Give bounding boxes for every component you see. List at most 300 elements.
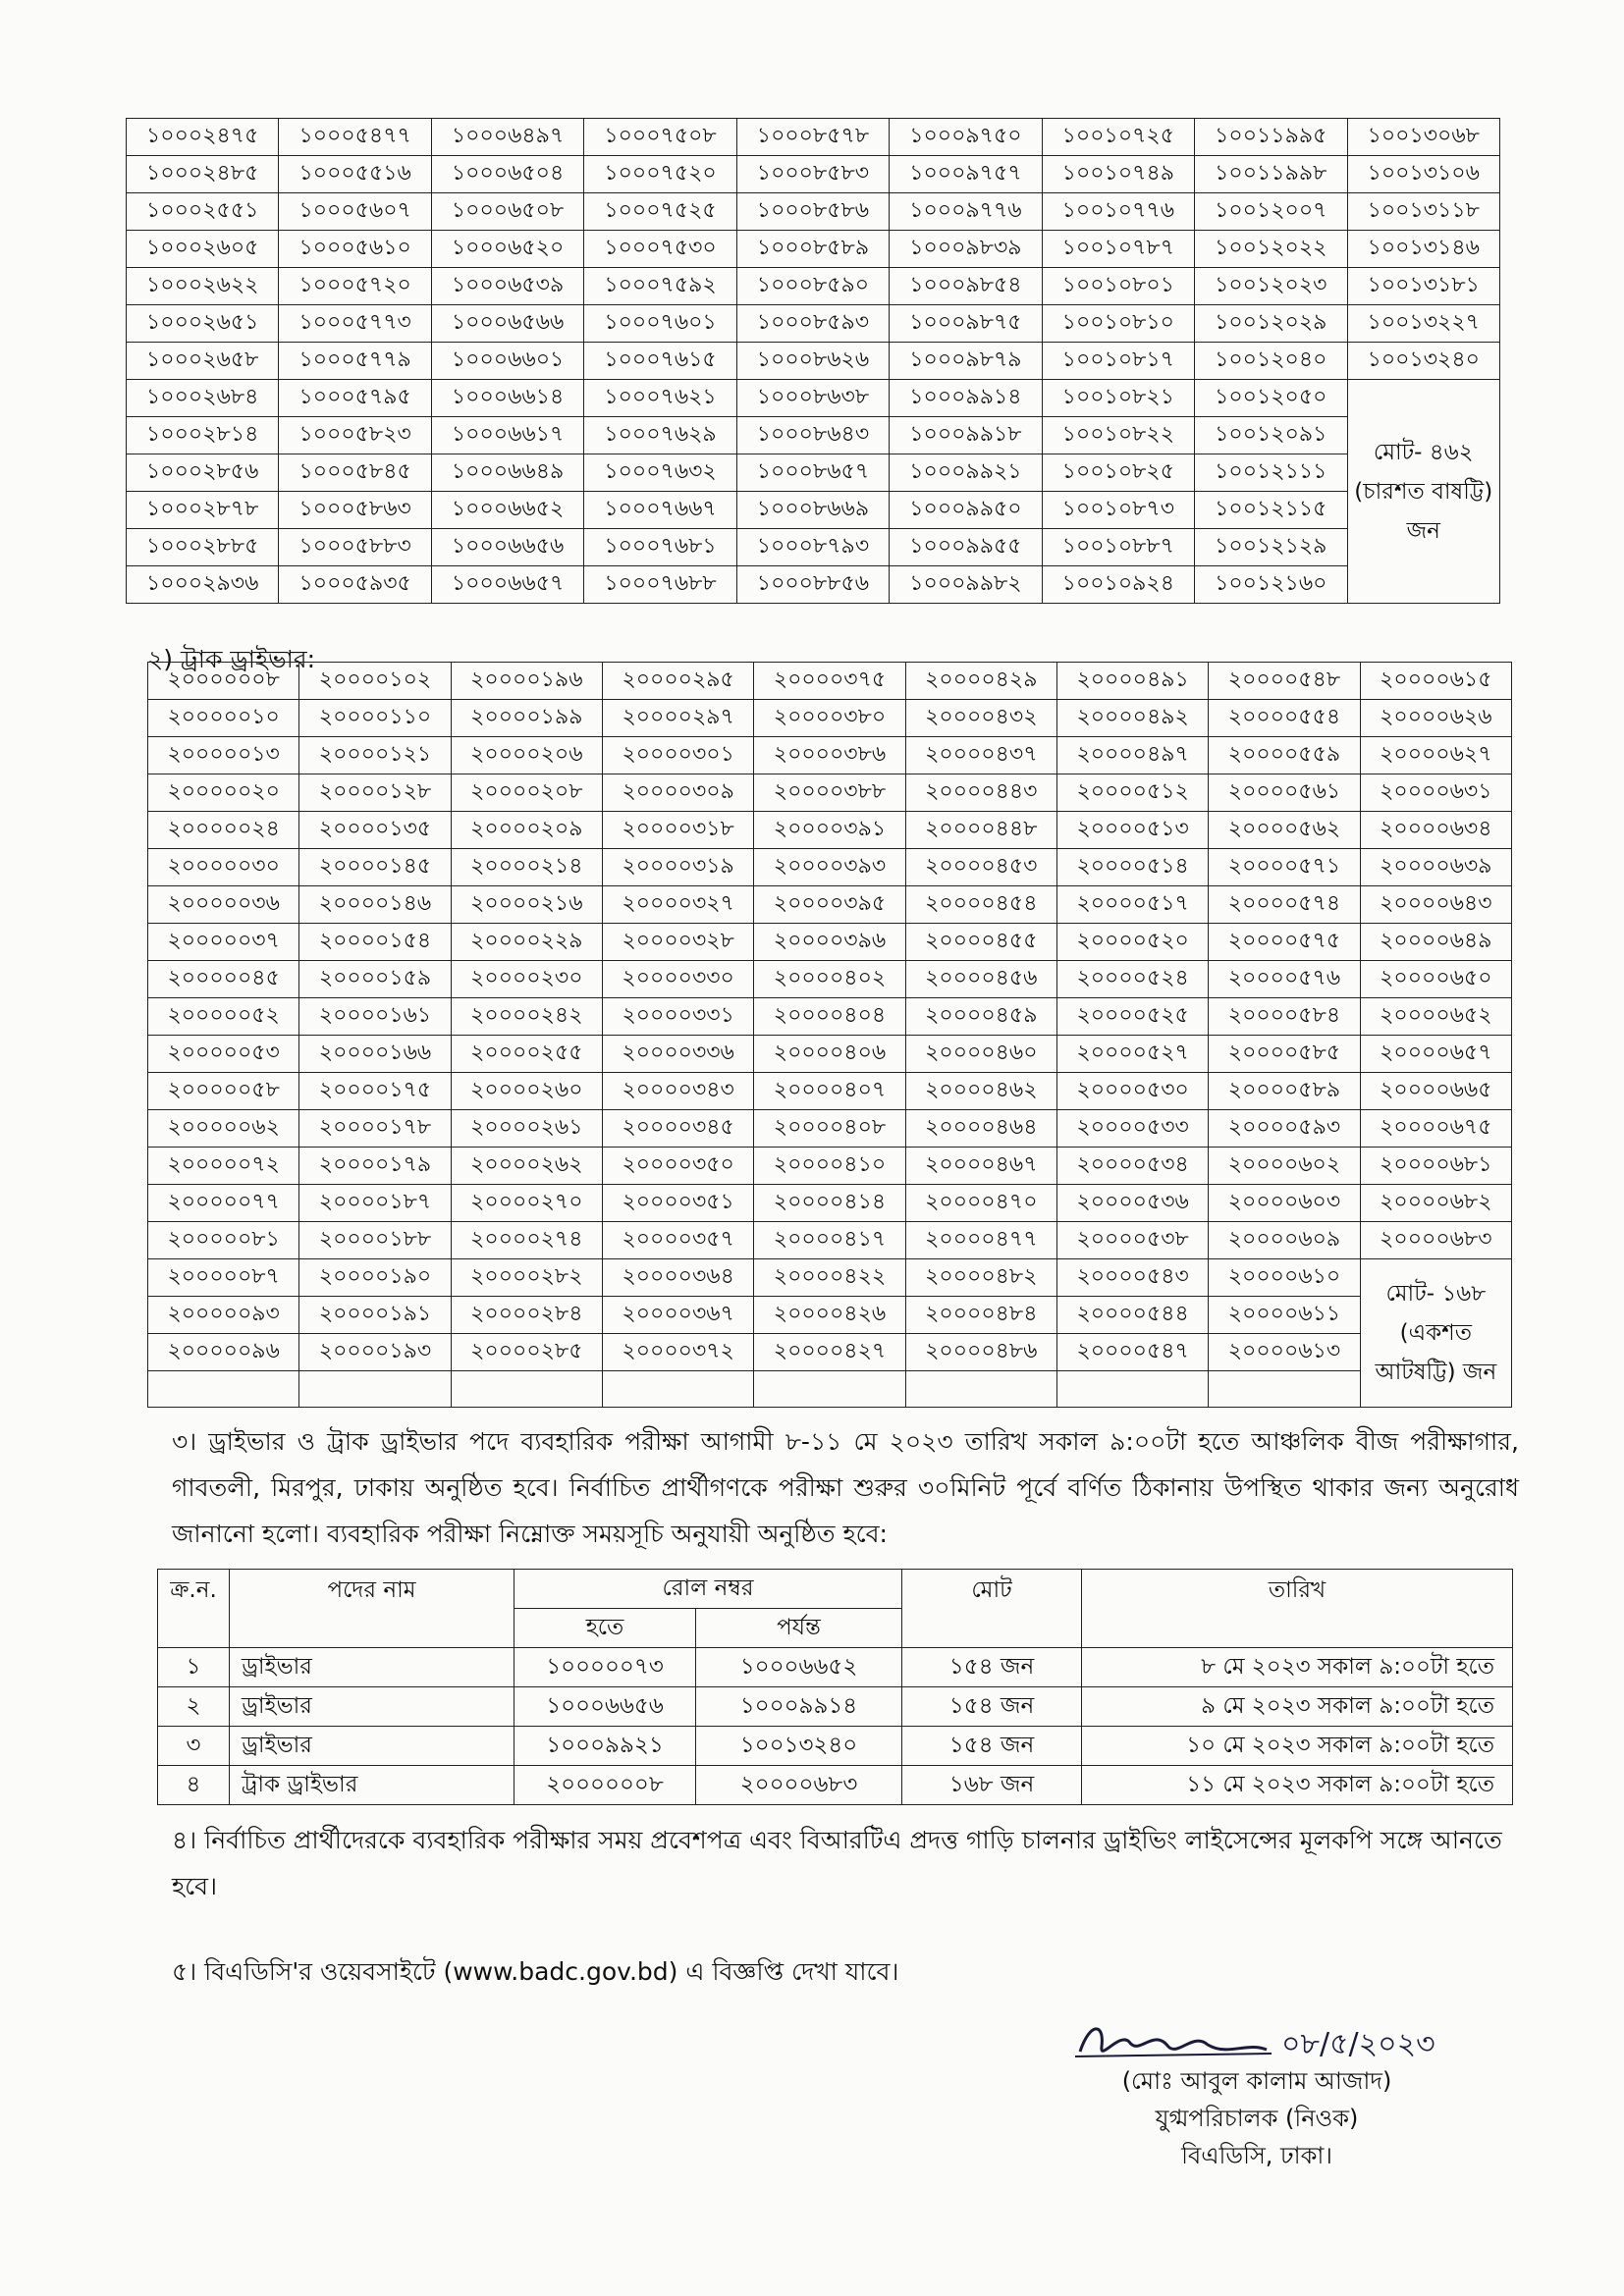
- schedule-total: ১৫৪ জন: [902, 1727, 1082, 1766]
- driver-roll-cell: ১০০০৭৬৩২: [584, 454, 736, 492]
- website-paragraph: ৫। বিএডিসি'র ওয়েবসাইটে (www.badc.gov.bd) এ বিজ্ঞপ্তি দেখা যাবে।: [172, 1957, 899, 1986]
- driver-roll-cell: ১০০০৬৬৫২: [431, 492, 583, 529]
- truck-roll-cell: ২০০০০১০২: [299, 663, 451, 700]
- driver-roll-cell: ১০০০৭৬৮১: [584, 529, 736, 566]
- driver-roll-cell: ১০০০৬৬১৭: [431, 417, 583, 454]
- schedule-header-row: [158, 1570, 1513, 1609]
- truck-roll-cell: [754, 1371, 905, 1408]
- truck-roll-cell: ২০০০০৩৩৬: [602, 1036, 753, 1073]
- driver-roll-cell: ১০০০৯৮৫৪: [890, 268, 1042, 305]
- driver-roll-cell: ১০০০২৮৮৫: [127, 529, 279, 566]
- truck-roll-cell: ২০০০০৬৮১: [1360, 1148, 1511, 1185]
- truck-roll-cell: ২০০০০১৯১: [299, 1297, 451, 1334]
- truck-roll-cell: ২০০০০০৫৩: [148, 1036, 299, 1073]
- truck-roll-cell: ২০০০০৬৩৪: [1360, 812, 1511, 849]
- truck-roll-cell: ২০০০০৪৮২: [905, 1259, 1056, 1297]
- driver-roll-cell: ১০০০৭৫৩০: [584, 231, 736, 268]
- truck-roll-cell: ২০০০০৫৭৬: [1209, 961, 1360, 998]
- truck-roll-cell: ২০০০০৫৮৯: [1209, 1073, 1360, 1110]
- truck-roll-cell: ২০০০০৪৭৭: [905, 1222, 1056, 1259]
- truck-roll-cell: ২০০০০০২৪: [148, 812, 299, 849]
- driver-roll-cell: ১০০১০৮১০: [1042, 305, 1194, 343]
- schedule-to: ২০০০০৬৮৩: [696, 1766, 902, 1805]
- truck-roll-cell: ২০০০০০৩৭: [148, 924, 299, 961]
- truck-roll-cell: ২০০০০৩৮৬: [754, 737, 905, 774]
- truck-roll-cell: ২০০০০৫৩৬: [1056, 1185, 1208, 1222]
- truck-roll-cell: ২০০০০৫১৪: [1056, 849, 1208, 886]
- driver-roll-cell: ১০০১৩১১৮: [1347, 193, 1500, 231]
- truck-roll-cell: ২০০০০১৭৫: [299, 1073, 451, 1110]
- truck-roll-cell: ২০০০০১৯৯: [451, 700, 602, 737]
- driver-roll-cell: ১০০১২০২৯: [1195, 305, 1347, 343]
- truck-roll-cell: ২০০০০৬৬৫: [1360, 1073, 1511, 1110]
- driver-roll-cell: ১০০০৫৮৮৩: [279, 529, 431, 566]
- truck-roll-cell: ২০০০০০৭৭: [148, 1185, 299, 1222]
- driver-roll-row: [127, 492, 1500, 529]
- schedule-total: ১৫৪ জন: [902, 1648, 1082, 1687]
- truck-roll-cell: ২০০০০৫৫৪: [1209, 700, 1360, 737]
- signatory-office: বিএডিসি, ঢাকা।: [1181, 2142, 1332, 2169]
- truck-roll-cell: ২০০০০৬৪৩: [1360, 886, 1511, 924]
- truck-roll-cell: ২০০০০৩৪৫: [602, 1110, 753, 1148]
- driver-roll-cell: ১০০১০৮২২: [1042, 417, 1194, 454]
- driver-roll-cell: ১০০০৬৬৪৯: [431, 454, 583, 492]
- driver-roll-cell: ১০০১২০৪০: [1195, 343, 1347, 380]
- truck-roll-row: [148, 663, 1512, 700]
- schedule-to: ১০০০৯৯১৪: [696, 1687, 902, 1727]
- truck-roll-cell: ২০০০০৬১৩: [1209, 1334, 1360, 1371]
- truck-roll-cell: ২০০০০৫৬১: [1209, 774, 1360, 812]
- driver-roll-cell: ১০০০৯৮৭৫: [890, 305, 1042, 343]
- truck-roll-cell: ২০০০০৫৪৭: [1056, 1334, 1208, 1371]
- driver-roll-cell: ১০০০৫৮৬৩: [279, 492, 431, 529]
- truck-roll-cell: ২০০০০৩৯৩: [754, 849, 905, 886]
- truck-roll-cell: ২০০০০৫২০: [1056, 924, 1208, 961]
- driver-roll-cell: ১০০০৬৫২০: [431, 231, 583, 268]
- driver-roll-cell: ১০০১২০৫০: [1195, 380, 1347, 417]
- driver-roll-cell: ১০০০৭৬২৯: [584, 417, 736, 454]
- truck-roll-cell: ২০০০০৪৯১: [1056, 663, 1208, 700]
- truck-roll-cell: ২০০০০৫৭১: [1209, 849, 1360, 886]
- truck-driver-roll-table: [147, 662, 1512, 1408]
- truck-roll-cell: ২০০০০২৭৪: [451, 1222, 602, 1259]
- driver-roll-cell: ১০০০৭৫২৫: [584, 193, 736, 231]
- driver-roll-cell: ১০০০৮৫৮৬: [736, 193, 889, 231]
- truck-roll-row: [148, 1259, 1512, 1297]
- driver-roll-cell: ১০০০২৪৭৫: [127, 119, 279, 156]
- truck-roll-cell: ২০০০০৩৫০: [602, 1148, 753, 1185]
- truck-roll-cell: ২০০০০১৬১: [299, 998, 451, 1036]
- truck-roll-cell: ২০০০০৩৭৫: [754, 663, 905, 700]
- driver-roll-cell: ১০০১০৭৪৯: [1042, 156, 1194, 193]
- truck-roll-cell: ২০০০০৩৯১: [754, 812, 905, 849]
- driver-roll-cell: ১০০০৯৯৫৫: [890, 529, 1042, 566]
- truck-roll-cell: ২০০০০২৯৭: [602, 700, 753, 737]
- driver-roll-cell: ১০০১৩১০৬: [1347, 156, 1500, 193]
- driver-roll-cell: ১০০০৮৬৩৮: [736, 380, 889, 417]
- driver-roll-cell: ১০০০৫৪৭৭: [279, 119, 431, 156]
- truck-roll-cell: ২০০০০৬২৬: [1360, 700, 1511, 737]
- truck-roll-cell: ২০০০০৫৪৩: [1056, 1259, 1208, 1297]
- truck-roll-cell: ২০০০০৪৫৫: [905, 924, 1056, 961]
- truck-roll-cell: ২০০০০৫৩৪: [1056, 1148, 1208, 1185]
- truck-roll-cell: ২০০০০১৬৬: [299, 1036, 451, 1073]
- truck-roll-cell: ২০০০০৬০৩: [1209, 1185, 1360, 1222]
- driver-roll-cell: ১০০১২১৬০: [1195, 566, 1347, 604]
- truck-roll-cell: ২০০০০২৮৪: [451, 1297, 602, 1334]
- truck-roll-cell: ২০০০০০৩৬: [148, 886, 299, 924]
- truck-roll-cell: ২০০০০৫৮৫: [1209, 1036, 1360, 1073]
- schedule-from: ১০০০০০৭৩: [514, 1648, 696, 1687]
- truck-roll-cell: ২০০০০১৮৭: [299, 1185, 451, 1222]
- truck-roll-cell: ২০০০০৬৮২: [1360, 1185, 1511, 1222]
- truck-roll-cell: ২০০০০৩৪৩: [602, 1073, 753, 1110]
- schedule-serial: ১: [158, 1648, 230, 1687]
- truck-roll-cell: ২০০০০১৭৮: [299, 1110, 451, 1148]
- schedule-to: ১০০১৩২৪০: [696, 1727, 902, 1766]
- driver-roll-cell: ১০০০২৬৮৪: [127, 380, 279, 417]
- truck-roll-cell: ২০০০০০৫২: [148, 998, 299, 1036]
- driver-roll-cell: ১০০১০৭৮৭: [1042, 231, 1194, 268]
- driver-roll-cell: ১০০০৭৬২১: [584, 380, 736, 417]
- driver-roll-cell: ১০০০৫৯৩৫: [279, 566, 431, 604]
- driver-roll-cell: ১০০০৯৯১৮: [890, 417, 1042, 454]
- truck-roll-cell: [451, 1371, 602, 1408]
- documents-paragraph: ৪। নির্বাচিত প্রার্থীদেরকে ব্যবহারিক পরীক্ষার সময় প্রবেশপত্র এবং বিআরটিএ প্রদত্ত গাড়ি চালনার ড্রাইভিং লাইসেন্সের মূলকপি সঙ্গে আনতে হবে।: [172, 1826, 1502, 1900]
- truck-roll-row: [148, 886, 1512, 924]
- truck-roll-row: [148, 737, 1512, 774]
- driver-roll-cell: ১০০০৮৫৯৩: [736, 305, 889, 343]
- driver-roll-row: [127, 566, 1500, 604]
- driver-roll-cell: ১০০০৫৭৭৯: [279, 343, 431, 380]
- driver-roll-cell: ১০০১০৮২৫: [1042, 454, 1194, 492]
- truck-roll-row: [148, 700, 1512, 737]
- truck-roll-cell: ২০০০০৩৭২: [602, 1334, 753, 1371]
- signature-date: ০৮/৫/২০২৩: [1281, 2027, 1435, 2061]
- driver-roll-cell: ১০০০৭৬০১: [584, 305, 736, 343]
- truck-roll-cell: ২০০০০১৫৪: [299, 924, 451, 961]
- driver-roll-row: [127, 231, 1500, 268]
- driver-roll-cell: ১০০০৫৭৭৩: [279, 305, 431, 343]
- truck-roll-cell: ২০০০০২৩০: [451, 961, 602, 998]
- truck-roll-cell: ২০০০০১১০: [299, 700, 451, 737]
- schedule-post: ড্রাইভার: [230, 1687, 514, 1727]
- truck-roll-cell: ২০০০০৬১১: [1209, 1297, 1360, 1334]
- header-date: তারিখ: [1082, 1570, 1513, 1648]
- driver-roll-cell: ১০০১২০২২: [1195, 231, 1347, 268]
- schedule-from: ১০০০৯৯২১: [514, 1727, 696, 1766]
- driver-roll-cell: ১০০১২১১৫: [1195, 492, 1347, 529]
- driver-roll-cell: ১০০০৬৬৫৬: [431, 529, 583, 566]
- header-to: পর্যন্ত: [696, 1609, 902, 1648]
- driver-roll-cell: ১০০০৬৬৫৭: [431, 566, 583, 604]
- driver-roll-row: [127, 305, 1500, 343]
- signatory-designation: যুগ্মপরিচালক (নিওক): [1155, 2105, 1359, 2132]
- schedule-from: ১০০০৬৬৫৬: [514, 1687, 696, 1727]
- driver-roll-cell: ১০০০৮৫৮৩: [736, 156, 889, 193]
- driver-roll-cell: ১০০০৬৫০৪: [431, 156, 583, 193]
- driver-roll-cell: ১০০০৮৫৮৯: [736, 231, 889, 268]
- truck-roll-cell: ২০০০০৫২৭: [1056, 1036, 1208, 1073]
- truck-roll-cell: ২০০০০০৬২: [148, 1110, 299, 1148]
- driver-roll-cell: ১০০১৩১৪৬: [1347, 231, 1500, 268]
- driver-roll-cell: ১০০০২৮৭৮: [127, 492, 279, 529]
- driver-roll-cell: ১০০০২৪৮৫: [127, 156, 279, 193]
- driver-roll-cell: ১০০০৫৬১০: [279, 231, 431, 268]
- truck-roll-cell: ২০০০০৪৯৭: [1056, 737, 1208, 774]
- schedule-row: [158, 1727, 1513, 1766]
- driver-roll-cell: ১০০০৫৫১৬: [279, 156, 431, 193]
- truck-roll-cell: [1056, 1371, 1208, 1408]
- driver-roll-cell: ১০০০৮৭৯৩: [736, 529, 889, 566]
- truck-roll-cell: ২০০০০১৯০: [299, 1259, 451, 1297]
- schedule-row: [158, 1766, 1513, 1805]
- schedule-total: ১৫৪ জন: [902, 1687, 1082, 1727]
- header-serial: ক্র.ন.: [158, 1570, 230, 1648]
- schedule-post: ড্রাইভার: [230, 1727, 514, 1766]
- driver-roll-row: [127, 193, 1500, 231]
- driver-roll-cell: ১০০০৭৫০৮: [584, 119, 736, 156]
- truck-roll-cell: ২০০০০২১৬: [451, 886, 602, 924]
- truck-roll-cell: ২০০০০০৫৮: [148, 1073, 299, 1110]
- truck-roll-cell: ২০০০০৪২৯: [905, 663, 1056, 700]
- driver-roll-cell: ১০০০৭৫৯২: [584, 268, 736, 305]
- truck-roll-cell: ২০০০০৫২৫: [1056, 998, 1208, 1036]
- driver-roll-cell: ১০০০৬৫০৮: [431, 193, 583, 231]
- truck-roll-cell: [905, 1371, 1056, 1408]
- truck-roll-cell: ২০০০০১৯৩: [299, 1334, 451, 1371]
- truck-roll-cell: ২০০০০৬৫৭: [1360, 1036, 1511, 1073]
- driver-roll-cell: ১০০১০৮০১: [1042, 268, 1194, 305]
- truck-roll-cell: ২০০০০৪৫৪: [905, 886, 1056, 924]
- driver-roll-cell: ১০০০৫৭৯৫: [279, 380, 431, 417]
- truck-roll-row: [148, 1073, 1512, 1110]
- truck-roll-cell: ২০০০০৫১৩: [1056, 812, 1208, 849]
- truck-roll-cell: ২০০০০৪২২: [754, 1259, 905, 1297]
- truck-roll-cell: ২০০০০২৫৫: [451, 1036, 602, 1073]
- truck-roll-cell: ২০০০০৩৮৮: [754, 774, 905, 812]
- driver-roll-row: [127, 119, 1500, 156]
- driver-roll-cell: ১০০১১৯৯৮: [1195, 156, 1347, 193]
- driver-roll-cell: ১০০১০৭৭৬: [1042, 193, 1194, 231]
- truck-roll-row: [148, 1110, 1512, 1148]
- truck-roll-cell: ২০০০০৩৮০: [754, 700, 905, 737]
- truck-roll-cell: ২০০০০৪৩২: [905, 700, 1056, 737]
- truck-roll-cell: ২০০০০১২৮: [299, 774, 451, 812]
- truck-roll-cell: ২০০০০৩১৯: [602, 849, 753, 886]
- driver-roll-cell: ১০০০৯৭৫০: [890, 119, 1042, 156]
- driver-roll-cell: ১০০০৬৪৯৭: [431, 119, 583, 156]
- truck-roll-cell: ২০০০০২৯৫: [602, 663, 753, 700]
- driver-roll-row: [127, 417, 1500, 454]
- truck-roll-row: [148, 961, 1512, 998]
- driver-roll-cell: ১০০০৮৬২৬: [736, 343, 889, 380]
- exam-schedule-paragraph: ৩। ড্রাইভার ও ট্রাক ড্রাইভার পদে ব্যবহারিক পরীক্ষা আগামী ৮-১১ মে ২০২৩ তারিখ সকাল ৯:০০টা হতে আঞ্চলিক বীজ পরীক্ষাগার, গাবতলী, মিরপুর, ঢাকায় অনুষ্ঠিত হবে। নির্বাচিত প্রার্থীগণকে পরীক্ষা শুরুর ৩০মিনিট পূর্বে বর্ণিত ঠিকানায় উপস্থিত থাকার জন্য অনুরোধ জানানো হলো। ব্যবহারিক পরীক্ষা নিম্নোক্ত সময়সূচি অনুযায়ী অনুষ্ঠিত হবে:: [172, 1427, 1519, 1548]
- truck-roll-cell: ২০০০০৬৩৯: [1360, 849, 1511, 886]
- truck-roll-cell: ২০০০০২১৪: [451, 849, 602, 886]
- truck-roll-cell: ২০০০০৪১০: [754, 1148, 905, 1185]
- schedule-date: ১১ মে ২০২৩ সকাল ৯:০০টা হতে: [1082, 1766, 1513, 1805]
- truck-roll-row: [148, 1036, 1512, 1073]
- driver-roll-cell: ১০০০৮৬৬৯: [736, 492, 889, 529]
- truck-roll-cell: ২০০০০৬৩১: [1360, 774, 1511, 812]
- truck-roll-cell: ২০০০০২৪২: [451, 998, 602, 1036]
- truck-roll-cell: ২০০০০৪০৬: [754, 1036, 905, 1073]
- truck-roll-cell: ২০০০০০৪৫: [148, 961, 299, 998]
- truck-roll-row: [148, 1334, 1512, 1371]
- truck-roll-cell: ২০০০০৪৬৭: [905, 1148, 1056, 1185]
- truck-roll-cell: ২০০০০২৬২: [451, 1148, 602, 1185]
- header-from: হতে: [514, 1609, 696, 1648]
- driver-roll-row: [127, 380, 1500, 417]
- driver-roll-cell: ১০০১২০৯১: [1195, 417, 1347, 454]
- truck-roll-cell: ২০০০০৪০২: [754, 961, 905, 998]
- driver-roll-cell: ১০০০৫৭২০: [279, 268, 431, 305]
- truck-roll-cell: ২০০০০২০৯: [451, 812, 602, 849]
- truck-roll-cell: ২০০০০১৪৬: [299, 886, 451, 924]
- truck-roll-cell: ২০০০০৫৯৩: [1209, 1110, 1360, 1148]
- schedule-date: ৮ মে ২০২৩ সকাল ৯:০০টা হতে: [1082, 1648, 1513, 1687]
- truck-roll-row: [148, 849, 1512, 886]
- truck-roll-cell: ২০০০০৫৬২: [1209, 812, 1360, 849]
- truck-roll-cell: ২০০০০৬৭৫: [1360, 1110, 1511, 1148]
- truck-roll-cell: ২০০০০১৭৯: [299, 1148, 451, 1185]
- schedule-table: [157, 1569, 1513, 1805]
- truck-roll-cell: ২০০০০৪৮৪: [905, 1297, 1056, 1334]
- truck-roll-cell: ২০০০০৫১২: [1056, 774, 1208, 812]
- driver-roll-cell: ১০০০২৬৫১: [127, 305, 279, 343]
- truck-roll-cell: ২০০০০০১৩: [148, 737, 299, 774]
- driver-roll-table: [126, 118, 1500, 604]
- driver-roll-cell: ১০০১৩১৮১: [1347, 268, 1500, 305]
- truck-roll-cell: ২০০০০১২১: [299, 737, 451, 774]
- truck-roll-cell: ২০০০০৬০২: [1209, 1148, 1360, 1185]
- driver-roll-cell: ১০০০৯৯৫০: [890, 492, 1042, 529]
- truck-roll-cell: ২০০০০৪০৪: [754, 998, 905, 1036]
- truck-roll-cell: ২০০০০২৬১: [451, 1110, 602, 1148]
- driver-roll-cell: ১০০১২১২৯: [1195, 529, 1347, 566]
- header-post: পদের নাম: [230, 1570, 514, 1648]
- truck-roll-cell: ২০০০০৫৫৯: [1209, 737, 1360, 774]
- driver-roll-cell: ১০০০২৫৫১: [127, 193, 279, 231]
- driver-roll-cell: ১০০১৩২২৭: [1347, 305, 1500, 343]
- driver-roll-cell: ১০০০৯৭৫৭: [890, 156, 1042, 193]
- driver-roll-cell: ১০০০৫৮৪৫: [279, 454, 431, 492]
- truck-roll-cell: ২০০০০২০৬: [451, 737, 602, 774]
- truck-roll-cell: ২০০০০৫৩৩: [1056, 1110, 1208, 1148]
- schedule-post: ড্রাইভার: [230, 1648, 514, 1687]
- truck-roll-row: [148, 774, 1512, 812]
- truck-roll-cell: ২০০০০০৩০: [148, 849, 299, 886]
- driver-roll-cell: ১০০০৬৫৬৬: [431, 305, 583, 343]
- driver-roll-row: [127, 156, 1500, 193]
- truck-roll-cell: ২০০০০৩২৮: [602, 924, 753, 961]
- truck-roll-cell: ২০০০০৩০১: [602, 737, 753, 774]
- truck-roll-cell: ২০০০০৪৫৯: [905, 998, 1056, 1036]
- truck-roll-cell: ২০০০০১৯৬: [451, 663, 602, 700]
- truck-roll-cell: ২০০০০৪০৮: [754, 1110, 905, 1148]
- truck-roll-cell: ২০০০০৬৪৯: [1360, 924, 1511, 961]
- driver-roll-cell: ১০০০৯৮৭৯: [890, 343, 1042, 380]
- truck-roll-cell: ২০০০০২৮৫: [451, 1334, 602, 1371]
- driver-roll-cell: ১০০০৬৫৩৯: [431, 268, 583, 305]
- driver-roll-cell: ১০০০৮৫৭৮: [736, 119, 889, 156]
- driver-roll-cell: ১০০১৩০৬৮: [1347, 119, 1500, 156]
- truck-roll-cell: ২০০০০৫৪৪: [1056, 1297, 1208, 1334]
- truck-roll-cell: ২০০০০৪৯২: [1056, 700, 1208, 737]
- driver-roll-cell: ১০০০৫৮২৩: [279, 417, 431, 454]
- truck-roll-cell: ২০০০০৬১৫: [1360, 663, 1511, 700]
- truck-roll-cell: ২০০০০৩৯৬: [754, 924, 905, 961]
- truck-roll-cell: ২০০০০০২০: [148, 774, 299, 812]
- truck-roll-cell: ২০০০০৫৮৪: [1209, 998, 1360, 1036]
- truck-roll-cell: ২০০০০২৭০: [451, 1185, 602, 1222]
- truck-roll-cell: ২০০০০৪৪৩: [905, 774, 1056, 812]
- schedule-row: [158, 1648, 1513, 1687]
- driver-roll-cell: ১০০০৮৬৪৩: [736, 417, 889, 454]
- truck-roll-cell: ২০০০০৬২৭: [1360, 737, 1511, 774]
- truck-roll-cell: ২০০০০০৭২: [148, 1148, 299, 1185]
- truck-roll-cell: ২০০০০২৬০: [451, 1073, 602, 1110]
- driver-roll-cell: ১০০১০৮৭৩: [1042, 492, 1194, 529]
- truck-roll-cell: ২০০০০৬০৯: [1209, 1222, 1360, 1259]
- truck-roll-cell: ২০০০০৫৩৮: [1056, 1222, 1208, 1259]
- truck-roll-row: [148, 1185, 1512, 1222]
- truck-roll-cell: ২০০০০১৪৫: [299, 849, 451, 886]
- truck-roll-cell: ২০০০০৪২৭: [754, 1334, 905, 1371]
- truck-roll-cell: ২০০০০৩৫১: [602, 1185, 753, 1222]
- truck-roll-cell: ২০০০০৫১৭: [1056, 886, 1208, 924]
- truck-roll-cell: ২০০০০৪৬০: [905, 1036, 1056, 1073]
- driver-roll-cell: ১০০১২০২৩: [1195, 268, 1347, 305]
- truck-roll-cell: ২০০০০৪৩৭: [905, 737, 1056, 774]
- truck-roll-cell: ২০০০০৩৬৭: [602, 1297, 753, 1334]
- driver-roll-row: [127, 454, 1500, 492]
- truck-roll-cell: ২০০০০২৮২: [451, 1259, 602, 1297]
- driver-roll-cell: ১০০০৭৬৬৭: [584, 492, 736, 529]
- driver-roll-cell: ১০০০২৮১৪: [127, 417, 279, 454]
- driver-roll-cell: ১০০১১৯৯৫: [1195, 119, 1347, 156]
- truck-roll-cell: ২০০০০৪৭০: [905, 1185, 1056, 1222]
- truck-roll-cell: [299, 1371, 451, 1408]
- driver-roll-cell: ১০০০৯৮৩৯: [890, 231, 1042, 268]
- truck-roll-cell: ২০০০০৫৭৫: [1209, 924, 1360, 961]
- driver-roll-cell: ১০০১০৯২৪: [1042, 566, 1194, 604]
- driver-roll-cell: ১০০০৬৬১৪: [431, 380, 583, 417]
- truck-roll-cell: ২০০০০৬৫০: [1360, 961, 1511, 998]
- truck-roll-row: [148, 998, 1512, 1036]
- truck-roll-cell: ২০০০০৩১৮: [602, 812, 753, 849]
- driver-roll-cell: ১০০০৮৫৯০: [736, 268, 889, 305]
- truck-roll-cell: ২০০০০৬৫২: [1360, 998, 1511, 1036]
- driver-roll-cell: ১০০০৭৬১৫: [584, 343, 736, 380]
- truck-roll-cell: ২০০০০৪৬২: [905, 1073, 1056, 1110]
- driver-roll-cell: ১০০০২৬৫৮: [127, 343, 279, 380]
- driver-roll-cell: ১০০০৭৫২০: [584, 156, 736, 193]
- driver-roll-cell: ১০০১০৮৮৭: [1042, 529, 1194, 566]
- truck-roll-cell: ২০০০০২০৮: [451, 774, 602, 812]
- truck-roll-cell: ২০০০০৩২৭: [602, 886, 753, 924]
- truck-roll-cell: ২০০০০৫৭৪: [1209, 886, 1360, 924]
- driver-roll-cell: ১০০১০৭২৫: [1042, 119, 1194, 156]
- truck-roll-row: [148, 812, 1512, 849]
- driver-roll-row: [127, 529, 1500, 566]
- truck-roll-cell: ২০০০০৪১৭: [754, 1222, 905, 1259]
- truck-roll-cell: ২০০০০৩৬৪: [602, 1259, 753, 1297]
- schedule-date: ১০ মে ২০২৩ সকাল ৯:০০টা হতে: [1082, 1727, 1513, 1766]
- signatory-name: (মোঃ আবুল কালাম আজাদ): [1121, 2067, 1392, 2095]
- truck-roll-row: [148, 1148, 1512, 1185]
